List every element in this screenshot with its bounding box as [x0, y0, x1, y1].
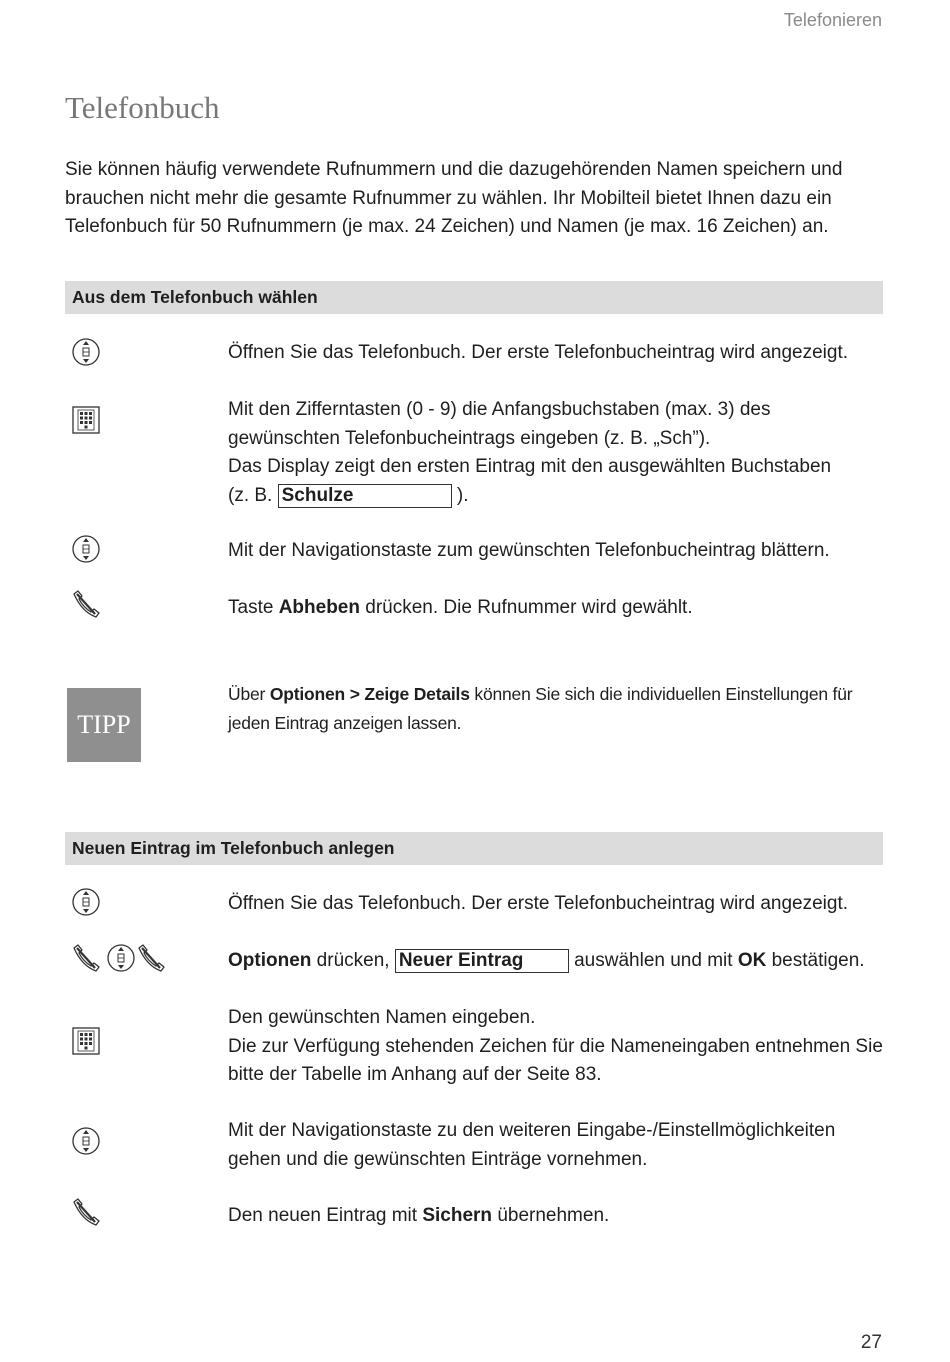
- keypad-icon: [72, 1027, 102, 1057]
- navigation-key-icon: [72, 535, 102, 565]
- page-title: Telefonbuch: [65, 90, 220, 125]
- tipp-optionen: Optionen: [269, 684, 346, 704]
- page-number: 27: [860, 1332, 882, 1353]
- display-example-neuer-eintrag: Neuer Eintrag: [395, 949, 569, 973]
- intro-paragraph: Sie können häufig verwendete Rufnummern und die dazugehörenden Namen speichern und brauchen nicht mehr die gesamte Rufnummer zu wählen. Ihr Mobilteil bietet Ihnen dazu ein Telefonbuch für 50 Rufnummern (je max. 24 Zeichen) und Namen (je max. 16 Zeichen) an.: [65, 159, 843, 237]
- ok-label: OK: [737, 950, 767, 971]
- tipp-text: [228, 680, 868, 737]
- handset-icon: [72, 1198, 102, 1230]
- s2-step-name-text: [228, 1004, 883, 1090]
- s2-name-line2: Die zur Verfügung stehenden Zeichen für die Nameneingaben entnehmen Sie bitte der Tabelle im Anhang auf der Seite 83.: [228, 1035, 883, 1085]
- s2-save-pre: Den neuen Eintrag mit: [228, 1205, 418, 1226]
- s1-step-open-text: Öffnen Sie das Telefonbuch. Der erste Telefonbucheintrag wird angezeigt.: [228, 342, 849, 363]
- s2-step-save-text: [228, 1202, 883, 1231]
- section-heading-new-entry: Neuen Eintrag im Telefonbuch anlegen: [65, 832, 883, 865]
- s1-step-letters-text: [228, 396, 883, 510]
- s1-step-letters-line1: Mit den Zifferntasten (0 - 9) die Anfangsbuchstaben (max. 3) des gewünschten Telefonbucheintrags eingeben (z. B. „Sch”).: [228, 399, 771, 449]
- tipp-post: können Sie sich die individuellen Einstellungen für jeden Eintrag anzeigen lassen.: [228, 684, 853, 733]
- s1-step-letters-line2: Das Display zeigt den ersten Eintrag mit den ausgewählten Buchstaben: [228, 456, 832, 477]
- s2-options-post: bestätigen.: [771, 950, 865, 971]
- navigation-key-icon: [72, 338, 102, 368]
- s2-step-navigate-text: Mit der Navigationstaste zu den weiteren Eingabe-/Einstellmöglichkeiten gehen und die gewünschten Einträge vornehmen.: [228, 1120, 836, 1170]
- s1-step-scroll-text: Mit der Navigationstaste zum gewünschten Telefonbucheintrag blättern.: [228, 540, 830, 561]
- sichern-label: Sichern: [422, 1205, 493, 1226]
- handset-icon: [72, 590, 102, 622]
- s2-step-options-text: [228, 947, 883, 976]
- s1-example-suffix: ).: [456, 484, 469, 506]
- tipp-pre: Über: [228, 684, 266, 704]
- s1-dial-pre: Taste: [228, 597, 274, 618]
- tipp-badge: TIPP: [67, 688, 141, 762]
- handset-icon: [72, 944, 102, 976]
- display-example-schulze: Schulze: [278, 484, 452, 508]
- s2-options-mid1: drücken,: [316, 950, 390, 971]
- s2-step-open-text: Öffnen Sie das Telefonbuch. Der erste Telefonbucheintrag wird angezeigt.: [228, 893, 849, 914]
- running-header: Telefonieren: [783, 10, 882, 30]
- handset-icon: [137, 944, 167, 976]
- s2-options-mid2: auswählen und mit: [574, 950, 733, 971]
- s2-name-line1: Den gewünschten Namen eingeben.: [228, 1007, 536, 1028]
- s2-save-post: übernehmen.: [497, 1205, 610, 1226]
- navigation-key-icon: [107, 944, 137, 974]
- optionen-label: Optionen: [228, 950, 312, 971]
- s1-step-dial-text: [228, 594, 883, 623]
- navigation-key-icon: [72, 888, 102, 918]
- keypad-icon: [72, 406, 102, 436]
- abheben-label: Abheben: [278, 597, 360, 618]
- s1-dial-post: drücken. Die Rufnummer wird gewählt.: [365, 597, 693, 618]
- section-heading-dial: Aus dem Telefonbuch wählen: [65, 281, 883, 314]
- s1-example-prefix: (z. B.: [228, 484, 273, 506]
- tipp-zeige-details: > Zeige Details: [349, 684, 470, 704]
- navigation-key-icon: [72, 1127, 102, 1157]
